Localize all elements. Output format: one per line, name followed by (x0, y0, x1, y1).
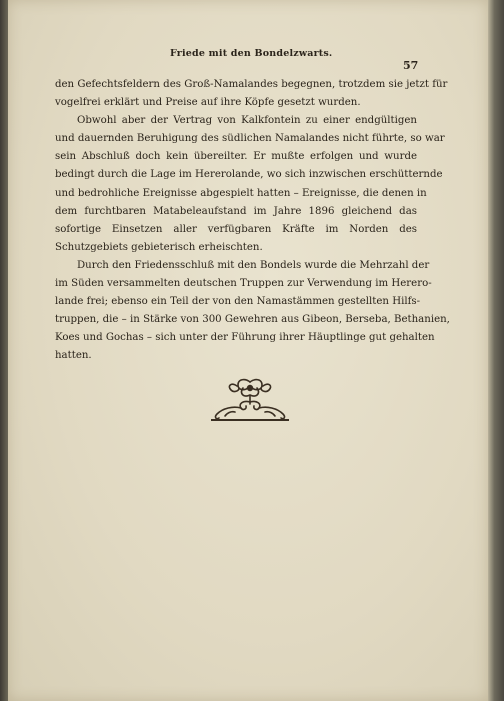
text-line: dem furchtbaren Matabeleaufstand im Jahre 1896 gleichend das (55, 205, 417, 217)
page-number: 57 (403, 59, 419, 72)
body-text (55, 76, 450, 366)
text-line: den Gefechtsfeldern des Groß-Namalandes begegnen, trotzdem sie jetzt für (55, 79, 448, 90)
text-line: Durch den Friedensschluß mit den Bondels wurde die Mehrzahl der (77, 259, 430, 271)
text-line: Koes und Gochas – sich unter der Führung ihrer Häuptlinge gut gehalten (55, 332, 435, 344)
text-line: sofortige Einsetzen aller verfügbaren Kräfte im Norden des (55, 223, 417, 235)
text-line: im Süden versammelten deutschen Truppen zur Verwendung im Herero- (55, 278, 432, 290)
text-line: sein Abschluß doch kein übereilter. Er mußte erfolgen und wurde (55, 151, 417, 163)
text-line: und dauernden Beruhigung des südlichen Namalandes nicht führte, so war (55, 133, 445, 145)
text-line: truppen, die – in Stärke von 300 Gewehren aus Gibeon, Berseba, Bethanien, (55, 314, 450, 326)
book-page-edge (488, 0, 504, 701)
text-line: und bedrohliche Ereignisse abgespielt hatten – Ereignisse, die denen in (55, 187, 427, 199)
running-title: Friede mit den Bondelzwarts. (170, 48, 333, 59)
text-line: Obwohl aber der Vertrag von Kalkfontein zu einer endgültigen (77, 115, 417, 127)
decorative-vignette-icon (205, 376, 295, 422)
text-line: lande frei; ebenso ein Teil der von den Namastämmen gestellten Hilfs- (55, 296, 421, 308)
text-line: hatten. (55, 350, 92, 362)
text-line: Schutzgebiets gebieterisch erheischten. (55, 241, 263, 253)
text-line: vogelfrei erklärt und Preise auf ihre Köpfe gesetzt wurden. (55, 97, 361, 109)
text-line: bedingt durch die Lage im Hererolande, wo sich inzwischen erschütternde (55, 169, 443, 181)
